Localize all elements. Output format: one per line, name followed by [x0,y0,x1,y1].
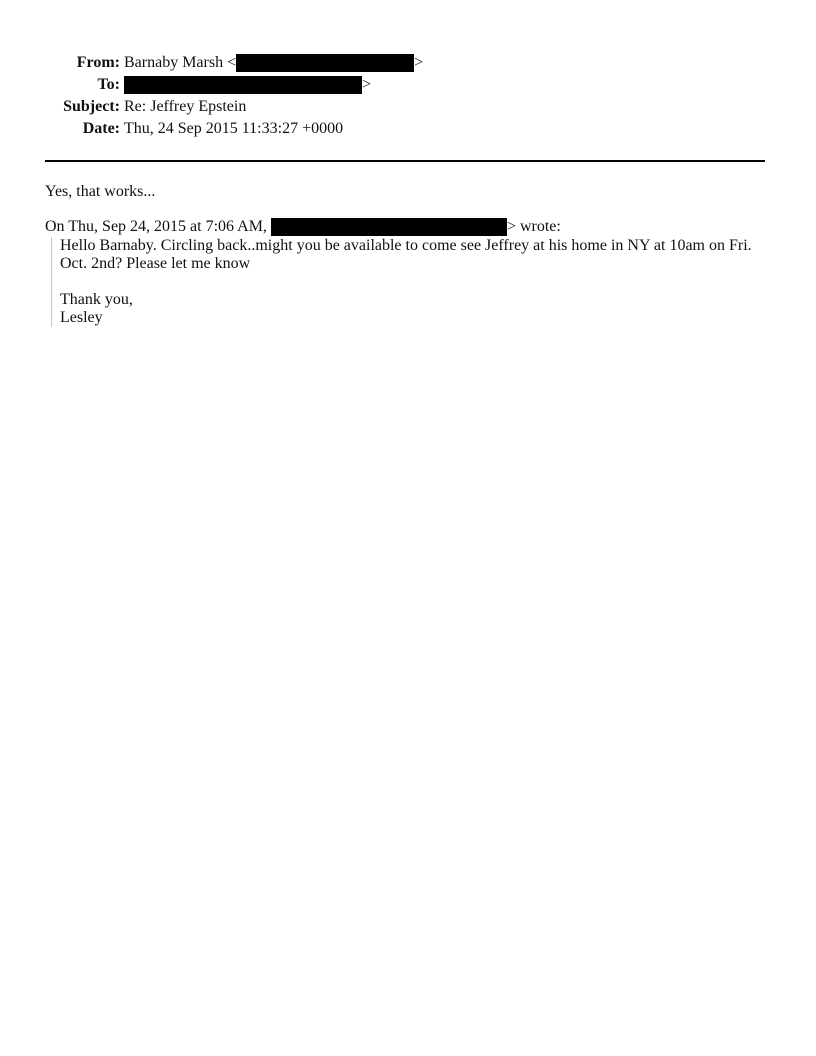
attribution-sender-redaction [271,218,507,236]
email-header [46,52,423,140]
subject-label: Subject: [63,98,120,115]
quoted-message [51,237,772,327]
quoted-line: Thank you, [60,291,133,308]
to-label: To: [97,76,120,93]
date-row [46,118,423,140]
quoted-blank-line [60,273,772,291]
quote-attribution [45,217,561,237]
quoted-line: Hello Barnaby. Circling back..might you be available to come see Jeffrey at his home in NY at 10am on Fri. Oct. 2nd? Please let me know [60,237,752,272]
from-label: From: [76,54,120,71]
quoted-line: Lesley [60,309,103,326]
attribution-suffix: > wrote: [506,218,561,235]
subject-row [46,96,423,118]
from-value [124,52,423,74]
attribution-prefix: On Thu, Sep 24, 2015 at 7:06 AM, [45,218,267,235]
header-divider [45,160,765,162]
sender-name: Barnaby Marsh [124,54,224,71]
from-row [46,52,423,74]
subject-value: Re: Jeffrey Epstein [124,98,247,115]
date-value: Thu, 24 Sep 2015 11:33:27 +0000 [124,120,344,137]
date-label: Date: [82,120,120,137]
to-value [124,74,371,96]
from-bracket-open: < [227,54,237,71]
sender-email-redaction [236,54,414,72]
from-bracket-close: > [414,54,424,71]
recipient-redaction [124,76,362,94]
to-bracket-close: > [362,76,372,93]
reply-text: Yes, that works... [45,183,156,200]
to-row [46,74,423,96]
